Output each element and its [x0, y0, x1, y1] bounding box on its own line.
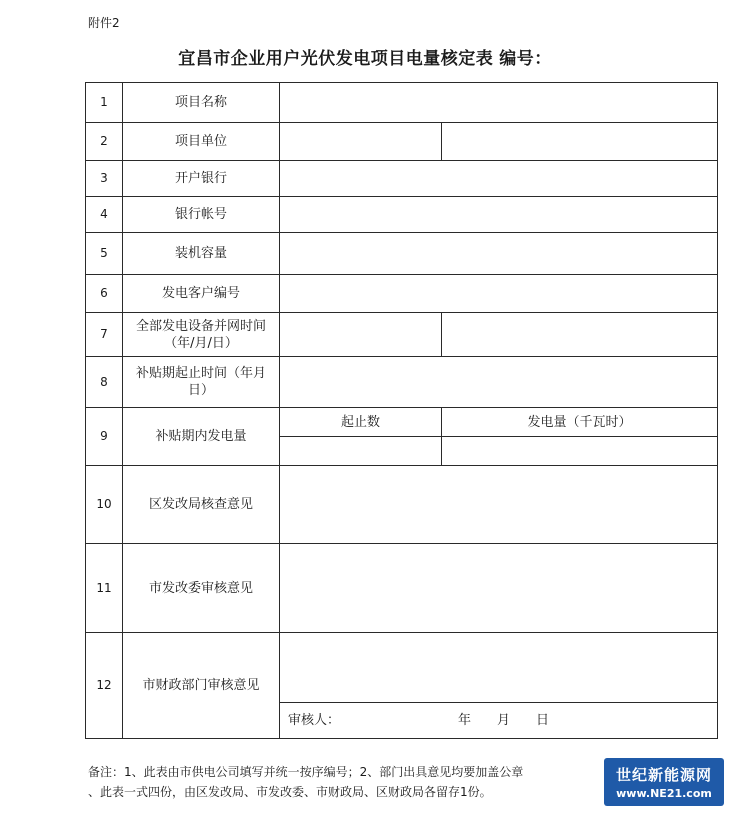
row-number: 6	[86, 275, 123, 313]
generation-kwh-field[interactable]	[442, 437, 718, 466]
bank-account-field[interactable]	[280, 197, 718, 233]
grid-connection-time-extra-field[interactable]	[442, 313, 718, 357]
row-number: 7	[86, 313, 123, 357]
row-label: 项目单位	[123, 123, 280, 161]
table-row	[86, 313, 718, 357]
table-row	[86, 544, 718, 633]
title-text: 宜昌市企业用户光伏发电项目电量核定表	[178, 49, 494, 69]
row-label: 项目名称	[123, 83, 280, 123]
table-row	[86, 123, 718, 161]
row-number: 9	[86, 408, 123, 466]
row-number: 8	[86, 357, 123, 408]
year-label: 年	[458, 713, 472, 728]
row-label: 开户银行	[123, 161, 280, 197]
row-label: 市财政部门审核意见	[123, 633, 280, 739]
project-unit-extra-field[interactable]	[442, 123, 718, 161]
table-row	[86, 275, 718, 313]
table-row	[86, 83, 718, 123]
row-number: 12	[86, 633, 123, 739]
row-number: 10	[86, 466, 123, 544]
table-row	[86, 633, 718, 703]
row-label: 装机容量	[123, 233, 280, 275]
bank-field[interactable]	[280, 161, 718, 197]
project-name-field[interactable]	[280, 83, 718, 123]
watermark-logo	[604, 758, 724, 806]
row-label: 发电客户编号	[123, 275, 280, 313]
row-number: 1	[86, 83, 123, 123]
reviewer-label: 审核人：	[288, 713, 341, 728]
installed-capacity-field[interactable]	[280, 233, 718, 275]
row-number: 4	[86, 197, 123, 233]
grid-connection-time-field[interactable]	[280, 313, 442, 357]
generation-kwh-header: 发电量（千瓦时）	[442, 408, 718, 437]
month-label: 月	[497, 713, 511, 728]
watermark-title: 世纪新能源网	[615, 766, 712, 784]
row-number: 2	[86, 123, 123, 161]
table-row	[86, 357, 718, 408]
row-label: 区发改局核查意见	[123, 466, 280, 544]
signature-row	[280, 703, 718, 739]
attachment-label: 附件2	[88, 16, 120, 30]
table-row	[86, 466, 718, 544]
footnote	[88, 762, 618, 802]
footnote-line-1: 备注：1、此表由市供电公司填写并统一按序编号；2、部门出具意见均要加盖公章	[88, 765, 524, 779]
row-number: 5	[86, 233, 123, 275]
table-row	[86, 197, 718, 233]
page-title	[0, 44, 730, 69]
number-label: 编号：	[499, 49, 552, 69]
subsidy-period-field[interactable]	[280, 357, 718, 408]
row-label: 补贴期起止时间（年月日）	[123, 357, 280, 408]
table-row	[86, 233, 718, 275]
customer-number-field[interactable]	[280, 275, 718, 313]
district-review-field[interactable]	[280, 466, 718, 544]
row-label: 银行帐号	[123, 197, 280, 233]
project-unit-field[interactable]	[280, 123, 442, 161]
finance-review-field[interactable]	[280, 633, 718, 703]
table-row	[86, 408, 718, 437]
watermark-url: www.NE21.com	[616, 787, 712, 800]
day-label: 日	[536, 713, 550, 728]
city-review-field[interactable]	[280, 544, 718, 633]
start-end-reading-field[interactable]	[280, 437, 442, 466]
row-label: 补贴期内发电量	[123, 408, 280, 466]
row-number: 3	[86, 161, 123, 197]
table-row	[86, 161, 718, 197]
footnote-line-2: 、此表一式四份，由区发改局、市发改委、市财政局、区财政局各留存1份。	[88, 785, 492, 799]
approval-form-table	[85, 82, 718, 739]
row-label: 全部发电设备并网时间（年/月/日）	[123, 313, 280, 357]
row-number: 11	[86, 544, 123, 633]
row-label: 市发改委审核意见	[123, 544, 280, 633]
start-end-reading-header: 起止数	[280, 408, 442, 437]
